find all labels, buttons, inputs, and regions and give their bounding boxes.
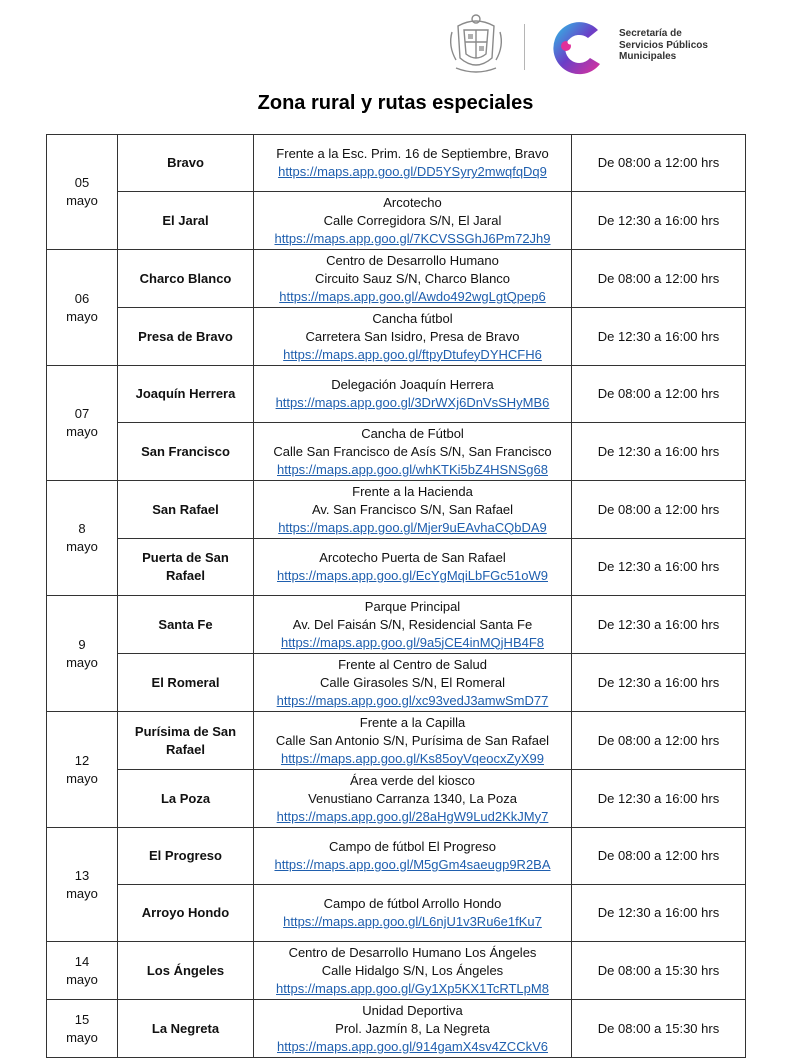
map-link[interactable]: https://maps.app.goo.gl/Gy1Xp5KX1TcRTLpM8 [276, 980, 549, 996]
place-name: Bravo [118, 135, 254, 192]
place-name: Puerta de San Rafael [118, 539, 254, 596]
date-cell [47, 1000, 118, 1058]
address-line: Centro de Desarrollo Humano Los Ángeles [288, 944, 537, 960]
address-line: Calle Corregidora S/N, El Jaral [323, 212, 502, 228]
address-line: Frente a la Esc. Prim. 16 de Septiembre, Bravo [276, 146, 549, 161]
map-link[interactable]: https://maps.app.goo.gl/3DrWXj6DnVsSHyMB6 [275, 395, 550, 410]
location-cell [254, 1000, 572, 1058]
address-line: Campo de fútbol El Progreso [329, 839, 496, 854]
date-day: 06 [74, 290, 90, 306]
date-cell [47, 135, 118, 250]
date-day: 13 [74, 867, 90, 883]
place-name: El Progreso [118, 828, 254, 885]
date-cell [47, 596, 118, 712]
address-line: Circuito Sauz S/N, Charco Blanco [314, 270, 511, 286]
table-row [47, 366, 746, 423]
map-link[interactable]: https://maps.app.goo.gl/Mjer9uEAvhaCQbDA9 [278, 519, 547, 535]
address-line: Frente al Centro de Salud [338, 656, 487, 672]
place-name: La Poza [118, 770, 254, 828]
map-link[interactable]: https://maps.app.goo.gl/L6njU1v3Ru6e1fKu7 [283, 914, 542, 929]
map-link[interactable]: https://maps.app.goo.gl/DD5YSyry2mwqfqDq9 [278, 164, 547, 179]
date-month: mayo [66, 1029, 98, 1045]
location-cell [254, 770, 572, 828]
location-cell [254, 192, 572, 250]
date-cell [47, 942, 118, 1000]
time-slot: De 08:00 a 12:00 hrs [572, 712, 746, 770]
location-cell [254, 596, 572, 654]
time-slot: De 08:00 a 12:00 hrs [572, 481, 746, 539]
time-slot: De 08:00 a 12:00 hrs [572, 135, 746, 192]
location-cell [254, 250, 572, 308]
org-line-3: Municipales [619, 51, 677, 62]
address-line: Arcotecho [383, 194, 442, 210]
address-line: Delegación Joaquín Herrera [331, 377, 494, 392]
time-slot: De 12:30 a 16:00 hrs [572, 885, 746, 942]
date-month: mayo [66, 654, 98, 670]
map-link[interactable]: https://maps.app.goo.gl/7KCVSSGhJ6Pm72Jh9 [274, 230, 551, 246]
secretaria-logo-icon [546, 16, 612, 82]
time-slot: De 08:00 a 12:00 hrs [572, 366, 746, 423]
location-cell [254, 712, 572, 770]
date-month: mayo [66, 308, 98, 324]
date-month: mayo [66, 770, 98, 786]
date-day: 12 [74, 752, 90, 768]
location-cell [254, 828, 572, 885]
address-line: Calle Girasoles S/N, El Romeral [320, 674, 505, 690]
location-cell [254, 539, 572, 596]
map-link[interactable]: https://maps.app.goo.gl/28aHgW9Lud2KkJMy7 [276, 808, 549, 824]
address-line: Prol. Jazmín 8, La Negreta [335, 1020, 490, 1036]
location-cell [254, 135, 572, 192]
map-link[interactable]: https://maps.app.goo.gl/9a5jCE4inMQjHB4F8 [280, 634, 545, 650]
place-name: Joaquín Herrera [118, 366, 254, 423]
date-cell [47, 250, 118, 366]
date-day: 14 [74, 953, 90, 969]
page-title: Zona rural y rutas especiales [257, 92, 534, 114]
map-link[interactable]: https://maps.app.goo.gl/Ks85oyVqeocxZyX99 [280, 750, 545, 766]
time-slot: De 12:30 a 16:00 hrs [572, 539, 746, 596]
map-link[interactable]: https://maps.app.goo.gl/xc93vedJ3amwSmD77 [276, 692, 549, 708]
time-slot: De 12:30 a 16:00 hrs [572, 423, 746, 481]
address-line: Parque Principal [364, 598, 461, 614]
map-link[interactable]: https://maps.app.goo.gl/whKTKi5bZ4HSNSg68 [277, 461, 548, 477]
table-row [47, 1000, 746, 1058]
address-line: Calle San Francisco de Asís S/N, San Francisco [273, 443, 552, 459]
date-cell [47, 828, 118, 942]
time-slot: De 12:30 a 16:00 hrs [572, 596, 746, 654]
date-month: mayo [66, 424, 98, 439]
time-slot: De 08:00 a 15:30 hrs [572, 942, 746, 1000]
date-cell [47, 366, 118, 481]
date-month: mayo [66, 193, 98, 208]
address-line: Av. Del Faisán S/N, Residencial Santa Fe [292, 616, 533, 632]
address-line: Cancha fútbol [372, 310, 453, 326]
org-line-1: Secretaría de [619, 28, 682, 39]
table-row [47, 770, 746, 828]
table-row [47, 596, 746, 654]
address-line: Av. San Francisco S/N, San Rafael [311, 501, 514, 517]
location-cell [254, 481, 572, 539]
time-slot: De 08:00 a 15:30 hrs [572, 1000, 746, 1058]
place-name: San Rafael [118, 481, 254, 539]
table-row [47, 712, 746, 770]
address-line: Unidad Deportiva [362, 1002, 463, 1018]
place-name: San Francisco [118, 423, 254, 481]
map-link[interactable]: https://maps.app.goo.gl/EcYgMqiLbFGc51oW9 [277, 568, 548, 583]
map-link[interactable]: https://maps.app.goo.gl/ftpyDtufeyDYHCFH6 [283, 346, 542, 362]
place-name: Arroyo Hondo [118, 885, 254, 942]
time-slot: De 12:30 a 16:00 hrs [572, 770, 746, 828]
place-name: El Jaral [118, 192, 254, 250]
table-row [47, 828, 746, 885]
place-name: El Romeral [118, 654, 254, 712]
place-name: Purísima de San Rafael [118, 712, 254, 770]
date-day: 9 [78, 636, 86, 652]
date-cell [47, 712, 118, 828]
address-line: Arcotecho Puerta de San Rafael [319, 550, 506, 565]
map-link[interactable]: https://maps.app.goo.gl/914gamX4sv4ZCCkV6 [277, 1038, 548, 1054]
table-row [47, 135, 746, 192]
time-slot: De 12:30 a 16:00 hrs [572, 654, 746, 712]
map-link[interactable]: https://maps.app.goo.gl/M5gGm4saeugp9R2BA [274, 857, 551, 872]
address-line: Centro de Desarrollo Humano [326, 252, 499, 268]
table-row [47, 654, 746, 712]
location-cell [254, 308, 572, 366]
organization-name [619, 28, 708, 63]
address-line: Calle Hidalgo S/N, Los Ángeles [321, 962, 504, 978]
place-name: Santa Fe [118, 596, 254, 654]
table-row [47, 250, 746, 308]
date-day: 15 [74, 1011, 90, 1027]
location-cell [254, 423, 572, 481]
time-slot: De 12:30 a 16:00 hrs [572, 192, 746, 250]
date-month: mayo [66, 885, 98, 901]
address-line: Venustiano Carranza 1340, La Poza [308, 790, 517, 806]
table-row [47, 481, 746, 539]
table-row [47, 885, 746, 942]
date-cell [47, 481, 118, 596]
date-month: mayo [66, 971, 98, 987]
location-cell [254, 942, 572, 1000]
header-divider [524, 24, 525, 70]
page-header [0, 10, 791, 80]
table-row [47, 192, 746, 250]
schedule-table [46, 134, 746, 1058]
address-line: Calle San Antonio S/N, Purísima de San Rafael [275, 732, 550, 748]
address-line: Campo de fútbol Arrollo Hondo [323, 896, 502, 911]
time-slot: De 12:30 a 16:00 hrs [572, 308, 746, 366]
place-name: Los Ángeles [118, 942, 254, 1000]
address-line: Frente a la Capilla [359, 714, 466, 730]
map-link[interactable]: https://maps.app.goo.gl/Awdo492wgLgtQpep6 [279, 288, 546, 304]
location-cell [254, 885, 572, 942]
location-cell [254, 366, 572, 423]
date-day: 8 [78, 521, 86, 536]
date-month: mayo [66, 539, 98, 554]
address-line: Frente a la Hacienda [352, 483, 473, 499]
date-day: 05 [74, 175, 90, 190]
municipal-seal-icon [442, 10, 510, 78]
table-row [47, 308, 746, 366]
address-line: Carretera San Isidro, Presa de Bravo [305, 328, 520, 344]
place-name: Charco Blanco [118, 250, 254, 308]
place-name: Presa de Bravo [118, 308, 254, 366]
place-name: La Negreta [118, 1000, 254, 1058]
date-day: 07 [74, 406, 90, 421]
table-row [47, 423, 746, 481]
table-row [47, 942, 746, 1000]
time-slot: De 08:00 a 12:00 hrs [572, 828, 746, 885]
time-slot: De 08:00 a 12:00 hrs [572, 250, 746, 308]
address-line: Cancha de Fútbol [361, 425, 464, 441]
address-line: Área verde del kiosco [349, 772, 475, 788]
location-cell [254, 654, 572, 712]
org-line-2: Servicios Públicos [619, 39, 708, 51]
table-row [47, 539, 746, 596]
